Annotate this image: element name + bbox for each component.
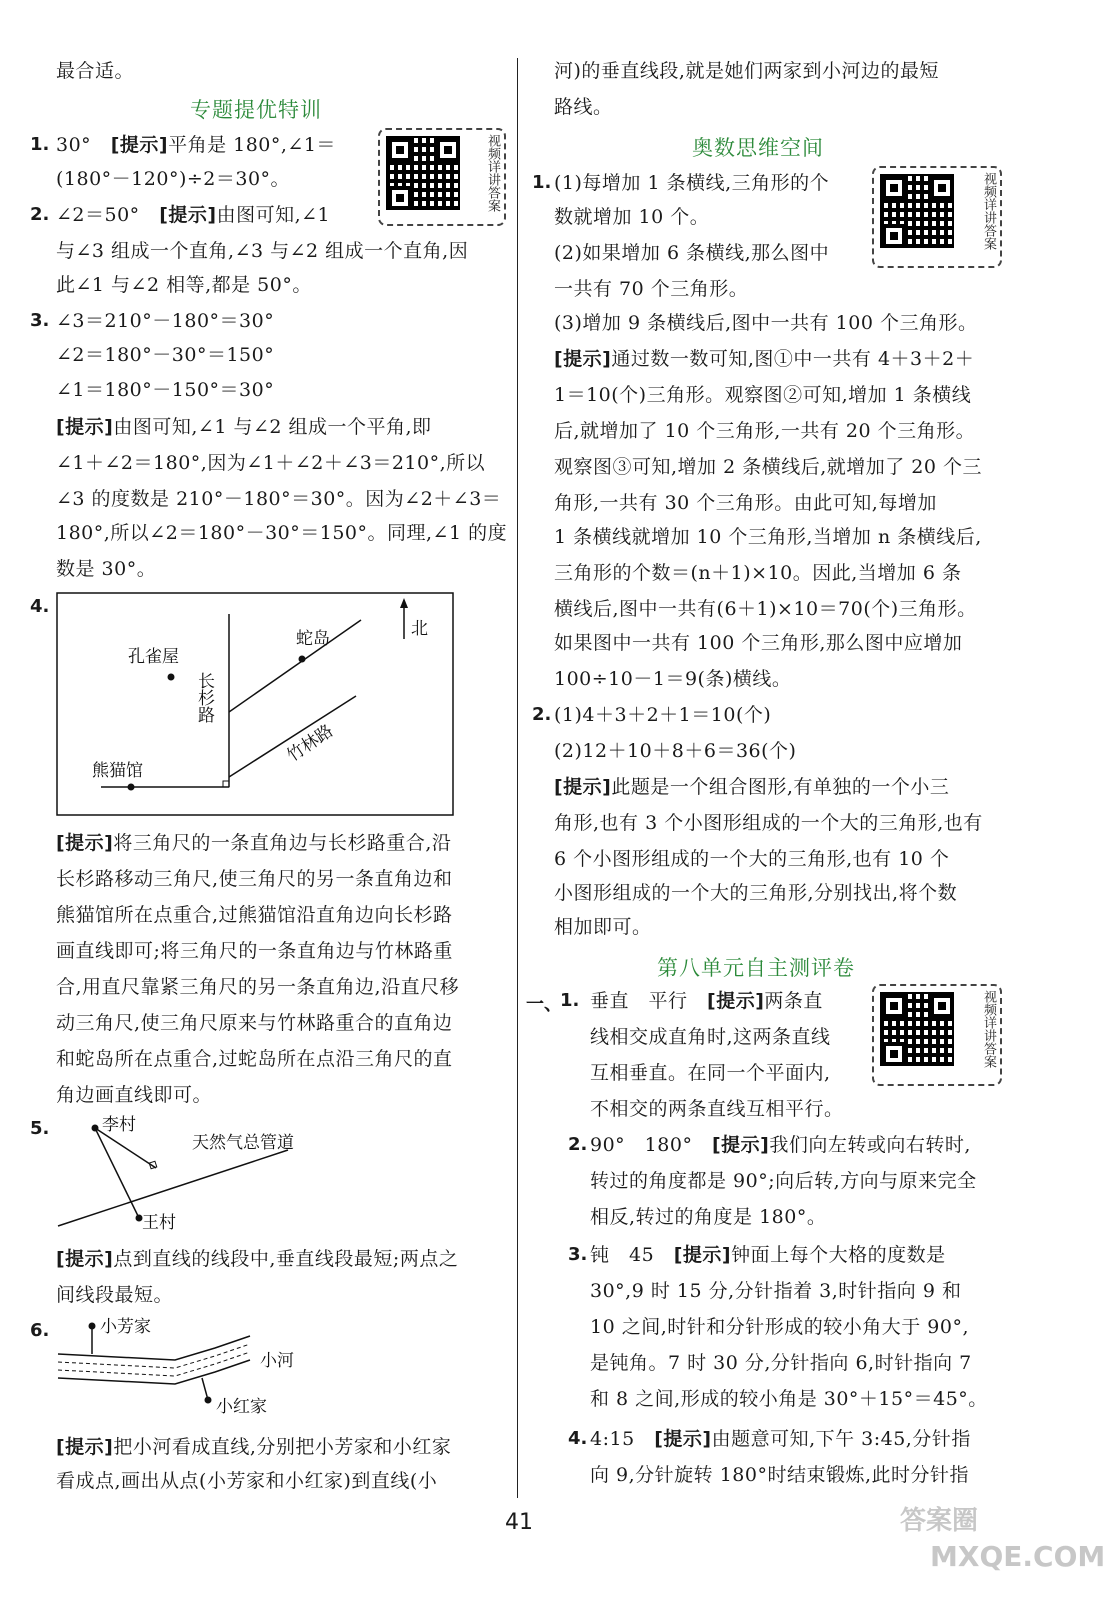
text-line: 互相垂直。在同一个平面内, (590, 1062, 831, 1084)
hint-label: [提示] (554, 776, 612, 798)
section-title: 专题提优特训 (190, 98, 322, 122)
question-number: 3. (568, 1244, 588, 1265)
text-line: 如果图中一共有 100 个三角形,那么图中应增加 (554, 632, 963, 654)
text-line: 最合适。 (56, 60, 135, 82)
text-line: 动三角尺,使三角尺原来与竹林路重合的直角边 (56, 1012, 453, 1034)
text-line: ∠3＝210°－180°＝30° (56, 310, 275, 332)
hint-label: [提示] (56, 832, 114, 854)
text-line: 角形,一共有 30 个三角形。由此可知,每增加 (554, 492, 937, 514)
qr-finder (388, 186, 412, 210)
text-line: 路线。 (554, 96, 613, 118)
qr-code-box[interactable] (378, 128, 506, 226)
text-line: 4:15 [提示]由题意可知,下午 3:45,分针指 (590, 1428, 971, 1450)
question-number: 5. (30, 1118, 50, 1139)
text-line: 10 之间,时针和分针形成的较小角大于 90°, (590, 1316, 970, 1338)
hint-label: [提示] (711, 1134, 770, 1156)
text-line: 此∠1 与∠2 相等,都是 50°。 (56, 274, 312, 296)
question-number: 3. (30, 310, 50, 331)
text-line: 和 8 之间,形成的较小角是 30°＋15°＝45°。 (590, 1388, 988, 1410)
map-label-changshan-road: 长杉路 (194, 672, 214, 723)
question-number: 4. (30, 596, 50, 617)
text-line: 角边画直线即可。 (56, 1084, 213, 1106)
hint-label: [提示] (159, 204, 217, 226)
hint-label: [提示] (56, 1436, 114, 1458)
qr-finder (882, 176, 906, 200)
qr-finder (436, 138, 460, 162)
fig-label-wang-village: 王村 (142, 1213, 176, 1233)
qr-finder (882, 224, 906, 248)
text-line: 垂直 平行 [提示]两条直 (590, 990, 823, 1012)
text-line: 1＝10(个)三角形。观察图②可知,增加 1 条横线 (554, 384, 972, 406)
watermark-logo: 答案圈 (900, 1506, 979, 1536)
column-divider (517, 58, 518, 1498)
map-figure (56, 592, 456, 818)
text-line: 1 条横线就增加 10 个三角形,当增加 n 条横线后, (554, 526, 982, 548)
text-line: 熊猫馆所在点重合,过熊猫馆沿直角边向长杉路 (56, 904, 453, 926)
qr-finder (930, 994, 954, 1018)
text-line: ∠2＝50° [提示]由图可知,∠1 (56, 204, 331, 226)
text-line: 相反,转过的角度是 180°。 (590, 1206, 827, 1228)
pipeline-figure (50, 1110, 350, 1235)
qr-finder (882, 994, 906, 1018)
map-label-snake-island: 蛇岛 (296, 629, 330, 649)
map-label-peacock-house: 孔雀屋 (128, 647, 179, 667)
section-title: 第八单元自主测评卷 (657, 956, 855, 980)
hint-label: [提示] (56, 1248, 114, 1270)
text-line: (3)增加 9 条横线后,图中一共有 100 个三角形。 (554, 312, 978, 334)
hint-label: [提示] (554, 348, 612, 370)
section-title: 奥数思维空间 (692, 136, 824, 160)
text-line: ∠1＝180°－150°＝30° (56, 379, 275, 401)
river-figure (50, 1314, 350, 1424)
text-line: [提示]通过数一数可知,图①中一共有 4＋3＋2＋ (554, 348, 975, 370)
text-line: 转过的角度都是 90°;向后转,方向与原来完全 (590, 1170, 977, 1192)
hint-label: [提示] (654, 1428, 712, 1450)
question-number: 4. (568, 1428, 588, 1449)
map-label-panda-house: 熊猫馆 (92, 761, 143, 781)
fig-label-gas-pipeline: 天然气总管道 (192, 1133, 294, 1153)
page-number: 41 (505, 1510, 533, 1535)
text-line: 100÷10－1＝9(条)横线。 (554, 668, 792, 690)
text-line: 河)的垂直线段,就是她们两家到小河边的最短 (554, 60, 939, 82)
text-line: 90° 180° [提示]我们向左转或向右转时, (590, 1134, 971, 1156)
qr-label: 视频详讲答案 (981, 990, 996, 1068)
text-line: (2)12＋10＋8＋6＝36(个) (554, 740, 797, 762)
text-line: 角形,也有 3 个小图形组成的一个大的三角形,也有 (554, 812, 983, 834)
text-line: (1)4＋3＋2＋1＝10(个) (554, 704, 772, 726)
text-line: 向 9,分针旋转 180°时结束锻炼,此时分针指 (590, 1464, 970, 1486)
qr-finder (882, 1042, 906, 1066)
text-line: 6 个小图形组成的一个大的三角形,也有 10 个 (554, 848, 950, 870)
text-line: (2)如果增加 6 条横线,那么图中 (554, 242, 830, 264)
text-line: [提示]把小河看成直线,分别把小芳家和小红家 (56, 1436, 452, 1458)
text-line: 合,用直尺靠紧三角尺的另一条直角边,沿直尺移 (56, 976, 460, 998)
text-line: 后,就增加了 10 个三角形,一共有 20 个三角形。 (554, 420, 976, 442)
text-line: 钝 45 [提示]钟面上每个大格的度数是 (590, 1244, 946, 1266)
question-number: 1. (30, 134, 50, 155)
question-number: 1. (560, 990, 580, 1011)
fig-label-li-village: 李村 (102, 1115, 136, 1135)
text-line: 数是 30°。 (56, 558, 157, 580)
text-line: 与∠3 组成一个直角,∠3 与∠2 组成一个直角,因 (56, 240, 469, 262)
text-line: ∠1＋∠2＝180°,因为∠1＋∠2＋∠3＝210°,所以 (56, 452, 486, 474)
text-line: 是钝角。7 时 30 分,分针指向 6,时针指向 7 (590, 1352, 972, 1374)
text-line: 三角形的个数＝(n＋1)×10。因此,当增加 6 条 (554, 562, 962, 584)
qr-label: 视频详讲答案 (485, 134, 500, 212)
question-number: 2. (30, 204, 50, 225)
qr-label: 视频详讲答案 (981, 172, 996, 250)
hint-label: [提示] (707, 990, 765, 1012)
text-line: [提示]点到直线的线段中,垂直线段最短;两点之 (56, 1248, 459, 1270)
text-line: [提示]此题是一个组合图形,有单独的一个小三 (554, 776, 950, 798)
hint-label: [提示] (110, 134, 169, 156)
text-line: 和蛇岛所在点重合,过蛇岛所在点沿三角尺的直 (56, 1048, 453, 1070)
qr-code-box[interactable] (872, 166, 1002, 268)
fig-label-river: 小河 (260, 1351, 294, 1371)
fig-label-xiaofang-home: 小芳家 (100, 1317, 151, 1337)
map-label-bamboo-road: 竹林路 (283, 721, 338, 767)
text-line: 横线后,图中一共有(6＋1)×10＝70(个)三角形。 (554, 598, 977, 620)
text-line: ∠2＝180°－30°＝150° (56, 344, 275, 366)
map-label-north: 北 (411, 619, 428, 639)
question-number: 6. (30, 1320, 50, 1341)
text-line: ∠3 的度数是 210°－180°＝30°。因为∠2＋∠3＝ (56, 488, 502, 510)
text-line: 观察图③可知,增加 2 条横线后,就增加了 20 个三 (554, 456, 983, 478)
text-line: 间线段最短。 (56, 1284, 174, 1306)
text-line: 看成点,画出从点(小芳家和小红家)到直线(小 (56, 1470, 438, 1492)
text-line: 180°,所以∠2＝180°－30°＝150°。同理,∠1 的度 (56, 522, 508, 544)
text-line: 数就增加 10 个。 (554, 206, 710, 228)
text-line: 一共有 70 个三角形。 (554, 278, 749, 300)
qr-finder (388, 138, 412, 162)
text-line: 线相交成直角时,这两条直线 (590, 1026, 831, 1048)
question-number: 2. (532, 704, 552, 725)
question-number: 1. (532, 172, 552, 193)
question-number: 2. (568, 1134, 588, 1155)
text-line: 30°,9 时 15 分,分针指着 3,时针指向 9 和 (590, 1280, 962, 1302)
text-line: 相加即可。 (554, 916, 652, 938)
text-line: (1)每增加 1 条横线,三角形的个 (554, 172, 830, 194)
text-line: [提示]由图可知,∠1 与∠2 组成一个平角,即 (56, 416, 432, 438)
fig-label-xiaohong-home: 小红家 (216, 1397, 267, 1417)
text-line: 小图形组成的一个大的三角形,分别找出,将个数 (554, 882, 958, 904)
text-line: 画直线即可;将三角尺的一条直角边与竹林路重 (56, 940, 453, 962)
part-number: 一、 (526, 994, 562, 1015)
text-line: 30° [提示]平角是 180°,∠1＝ (56, 134, 336, 156)
hint-label: [提示] (673, 1244, 732, 1266)
text-line: 不相交的两条直线互相平行。 (590, 1098, 844, 1120)
qr-finder (930, 176, 954, 200)
hint-label: [提示] (56, 416, 114, 438)
qr-code-box[interactable] (872, 984, 1002, 1086)
text-line: [提示]将三角尺的一条直角边与长杉路重合,沿 (56, 832, 452, 854)
text-line: (180°－120°)÷2＝30°。 (56, 168, 291, 190)
text-line: 长杉路移动三角尺,使三角尺的另一条直角边和 (56, 868, 453, 890)
watermark-url: MXQE.COM (930, 1540, 1105, 1573)
